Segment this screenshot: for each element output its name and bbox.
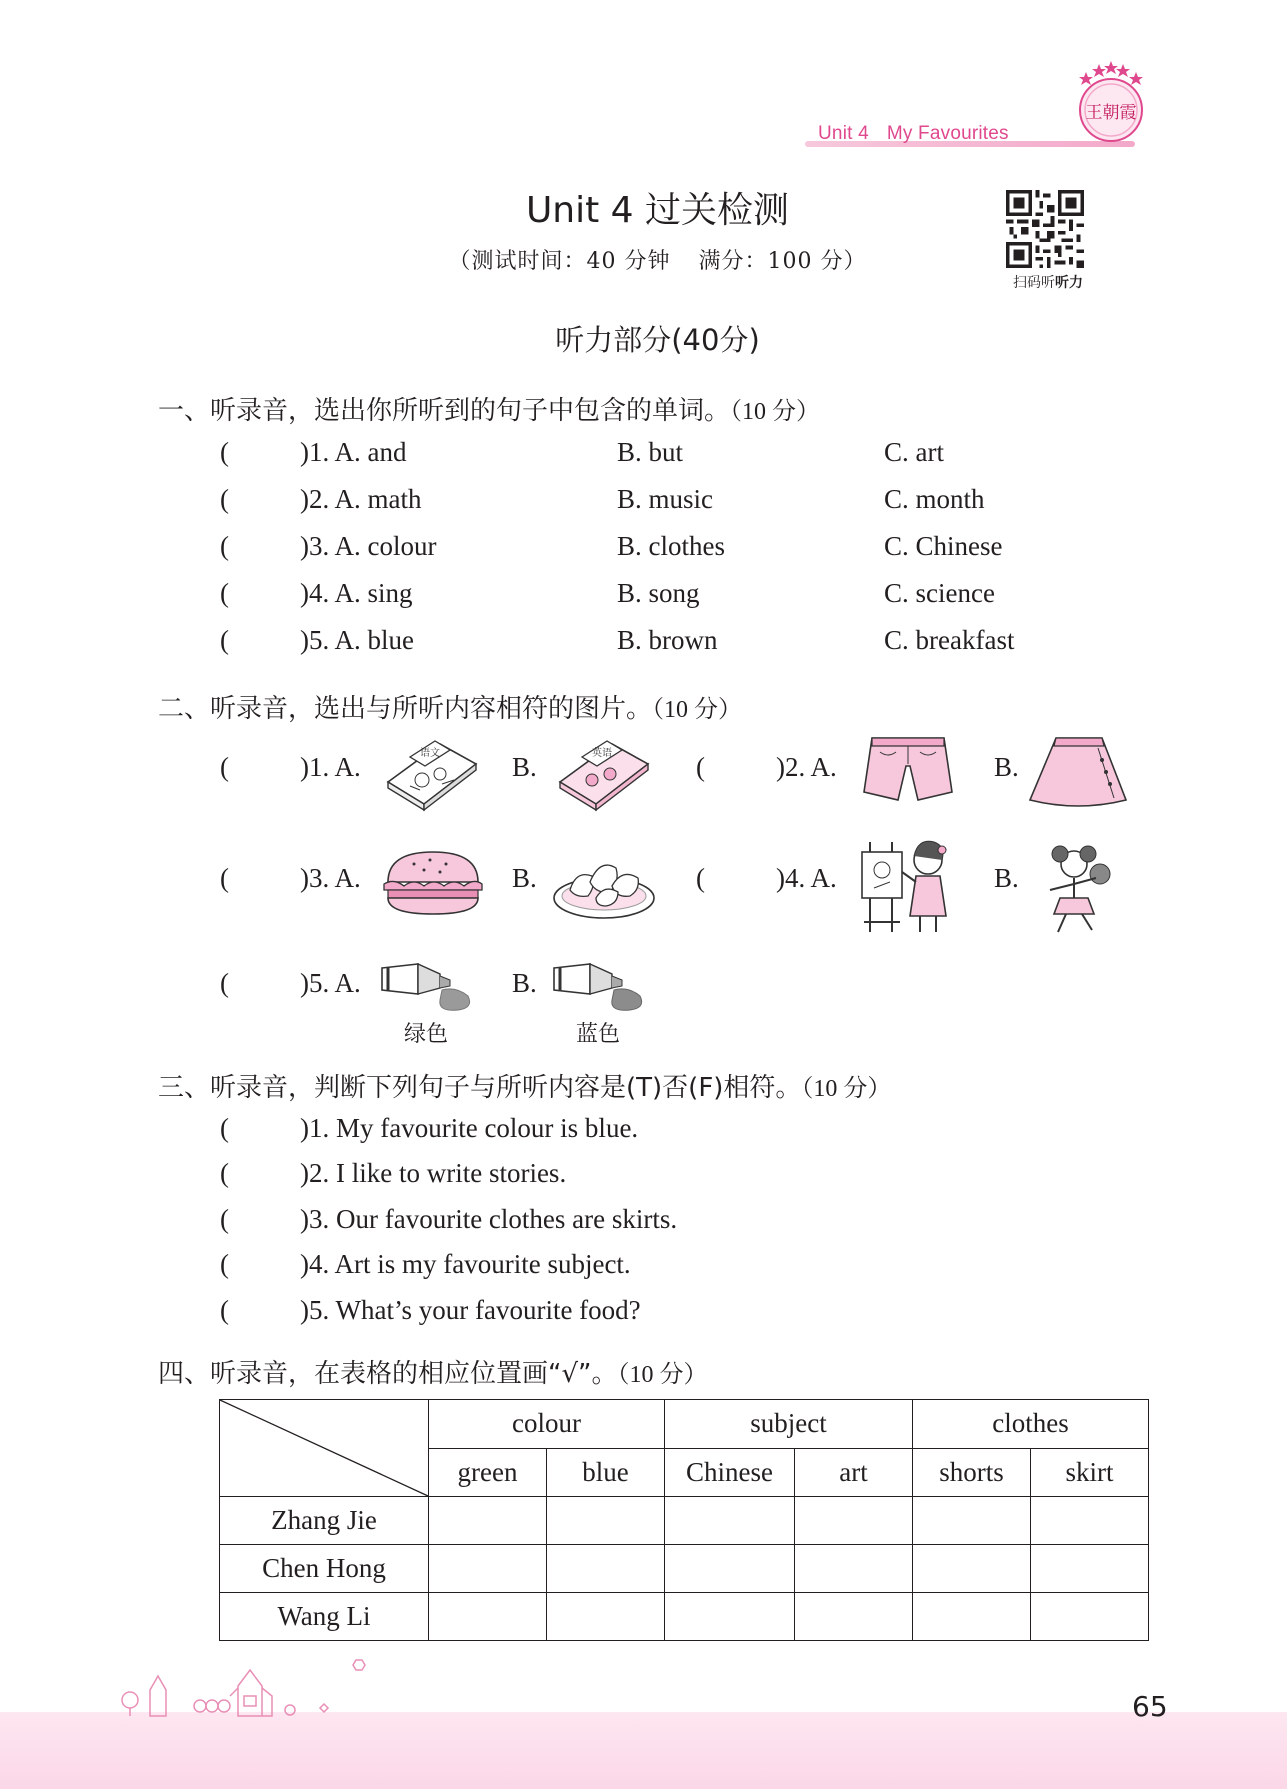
- answer-blank[interactable]: (: [220, 863, 229, 893]
- group-header: clothes: [913, 1400, 1149, 1449]
- section-3-heading: 三、听录音，判断下列句子与所听内容是(T)否(F)相符。: [158, 1073, 802, 1103]
- column-header: shorts: [913, 1448, 1031, 1497]
- section-1-title: [158, 390, 820, 427]
- girl-painting-image: [858, 832, 958, 936]
- option-b-label: B.: [512, 968, 537, 998]
- check-cell[interactable]: [1031, 1593, 1149, 1641]
- check-cell[interactable]: [547, 1545, 665, 1593]
- option-a: )1. A. and: [300, 437, 407, 467]
- check-cell[interactable]: [665, 1497, 795, 1545]
- chinese-book-label: 语文: [420, 748, 440, 759]
- test-time: （测试时间：40 分钟: [448, 249, 671, 274]
- running-header: [818, 123, 1027, 145]
- qr-label-bold: 听力: [1055, 275, 1083, 291]
- option-c: C. month: [884, 484, 985, 514]
- part-title: 听力部分(40分): [555, 323, 760, 357]
- dumplings-image: [552, 846, 656, 922]
- answer-blank[interactable]: (: [220, 1295, 229, 1325]
- english-book-image: [552, 730, 652, 814]
- qr-label: [1000, 272, 1096, 292]
- blue-paint-tube-image: [550, 960, 650, 1016]
- table-row: [220, 1593, 1149, 1641]
- castle-decoration-icon: [120, 1640, 380, 1718]
- check-cell[interactable]: [665, 1593, 795, 1641]
- option-a: )4. A. sing: [300, 578, 413, 608]
- option-b-label: B.: [512, 863, 537, 893]
- answer-blank[interactable]: (: [220, 1113, 229, 1143]
- option-c: C. Chinese: [884, 531, 1003, 561]
- row-header: Zhang Jie: [220, 1497, 429, 1545]
- option-a: )5. A. blue: [300, 625, 414, 655]
- check-cell[interactable]: [913, 1593, 1031, 1641]
- section-2-title: [158, 688, 742, 725]
- question-label: )1. A.: [300, 752, 361, 782]
- option-b-label: B.: [994, 863, 1019, 893]
- group-header: colour: [429, 1400, 665, 1449]
- row-header: Wang Li: [220, 1593, 429, 1641]
- option-b: B. clothes: [617, 531, 725, 561]
- statement: )2. I like to write stories.: [300, 1158, 567, 1188]
- chinese-book-image: [380, 730, 480, 814]
- statement: )1. My favourite colour is blue.: [300, 1113, 639, 1143]
- section-1-heading: 一、听录音，选出你所听到的句子中包含的单词。: [158, 396, 731, 426]
- shorts-image: [858, 730, 958, 812]
- answer-blank[interactable]: (: [220, 484, 229, 514]
- english-book-label: 英语: [592, 748, 612, 759]
- option-b-label: B.: [512, 752, 537, 782]
- header-topic: My Favourites: [886, 123, 1009, 144]
- answer-blank[interactable]: (: [220, 752, 229, 782]
- caption-green: 绿色: [404, 1022, 449, 1047]
- row-header: Chen Hong: [220, 1545, 429, 1593]
- option-c: C. art: [884, 437, 944, 467]
- column-header: Chinese: [665, 1448, 795, 1497]
- check-cell[interactable]: [795, 1545, 913, 1593]
- check-cell[interactable]: [1031, 1545, 1149, 1593]
- option-b: B. music: [617, 484, 714, 514]
- section-4-heading: 四、听录音，在表格的相应位置画“√”。: [158, 1359, 618, 1389]
- option-b: B. brown: [617, 625, 718, 655]
- table-row: [220, 1545, 1149, 1593]
- header-unit: Unit 4: [818, 123, 869, 144]
- check-cell[interactable]: [547, 1593, 665, 1641]
- option-c: C. science: [884, 578, 995, 608]
- answer-blank[interactable]: (: [220, 625, 229, 655]
- skirt-image: [1026, 730, 1130, 812]
- check-cell[interactable]: [795, 1593, 913, 1641]
- check-cell[interactable]: [795, 1497, 913, 1545]
- caption-blue: 蓝色: [576, 1022, 621, 1047]
- answer-blank[interactable]: (: [696, 752, 705, 782]
- footer-band: [0, 1712, 1287, 1789]
- option-b: B. but: [617, 437, 684, 467]
- column-header: blue: [547, 1448, 665, 1497]
- hamburger-image: [380, 848, 486, 918]
- test-score: 满分：100 分）: [698, 249, 867, 274]
- option-a: )2. A. math: [300, 484, 422, 514]
- test-info: [0, 244, 1287, 275]
- answer-blank[interactable]: (: [220, 1249, 229, 1279]
- check-cell[interactable]: [429, 1545, 547, 1593]
- option-b: B. song: [617, 578, 700, 608]
- option-c: C. breakfast: [884, 625, 1015, 655]
- green-paint-tube-image: [378, 960, 478, 1016]
- group-header: subject: [665, 1400, 913, 1449]
- corner-diagonal: [220, 1400, 428, 1496]
- page-number: 65: [1132, 1690, 1168, 1723]
- statement: )3. Our favourite clothes are skirts.: [300, 1204, 678, 1234]
- section-2-points: （10 分）: [652, 697, 743, 723]
- question-label: )5. A.: [300, 968, 361, 998]
- check-cell[interactable]: [913, 1545, 1031, 1593]
- section-4-points: （10 分）: [617, 1362, 708, 1388]
- logo-text: 王朝霞: [1085, 103, 1137, 123]
- check-cell[interactable]: [547, 1497, 665, 1545]
- statement: )4. Art is my favourite subject.: [300, 1249, 631, 1279]
- answer-blank[interactable]: (: [220, 1158, 229, 1188]
- answer-blank[interactable]: (: [220, 531, 229, 561]
- column-header: art: [795, 1448, 913, 1497]
- table-corner-cell: [220, 1400, 429, 1497]
- column-header: skirt: [1031, 1448, 1149, 1497]
- table-row: [220, 1497, 1149, 1545]
- check-cell[interactable]: [429, 1497, 547, 1545]
- answer-blank[interactable]: (: [220, 968, 229, 998]
- page-title: Unit 4 过关检测: [525, 190, 790, 231]
- girl-dancing-image: [1030, 840, 1120, 936]
- question-label: )2. A.: [776, 752, 837, 782]
- check-cell[interactable]: [429, 1593, 547, 1641]
- section-1-points: （10 分）: [730, 399, 821, 425]
- check-cell[interactable]: [1031, 1497, 1149, 1545]
- answer-blank[interactable]: (: [220, 578, 229, 608]
- check-cell[interactable]: [665, 1545, 795, 1593]
- qr-code-icon[interactable]: [1006, 190, 1084, 268]
- section-3-title: [158, 1067, 891, 1104]
- section-4-title: [158, 1353, 708, 1390]
- section-2-heading: 二、听录音，选出与所听内容相符的图片。: [158, 694, 653, 724]
- statement: )5. What’s your favourite food?: [300, 1295, 641, 1325]
- column-header: green: [429, 1448, 547, 1497]
- option-b-label: B.: [994, 752, 1019, 782]
- qr-label-prefix: 扫码听: [1013, 275, 1055, 291]
- answer-blank[interactable]: (: [696, 863, 705, 893]
- check-cell[interactable]: [913, 1497, 1031, 1545]
- answer-blank[interactable]: (: [220, 437, 229, 467]
- section-3-points: （10 分）: [801, 1076, 892, 1102]
- question-label: )3. A.: [300, 863, 361, 893]
- option-a: )3. A. colour: [300, 531, 437, 561]
- answer-blank[interactable]: (: [220, 1204, 229, 1234]
- answer-table: [219, 1399, 1149, 1641]
- question-label: )4. A.: [776, 863, 837, 893]
- publisher-logo: [1072, 58, 1150, 144]
